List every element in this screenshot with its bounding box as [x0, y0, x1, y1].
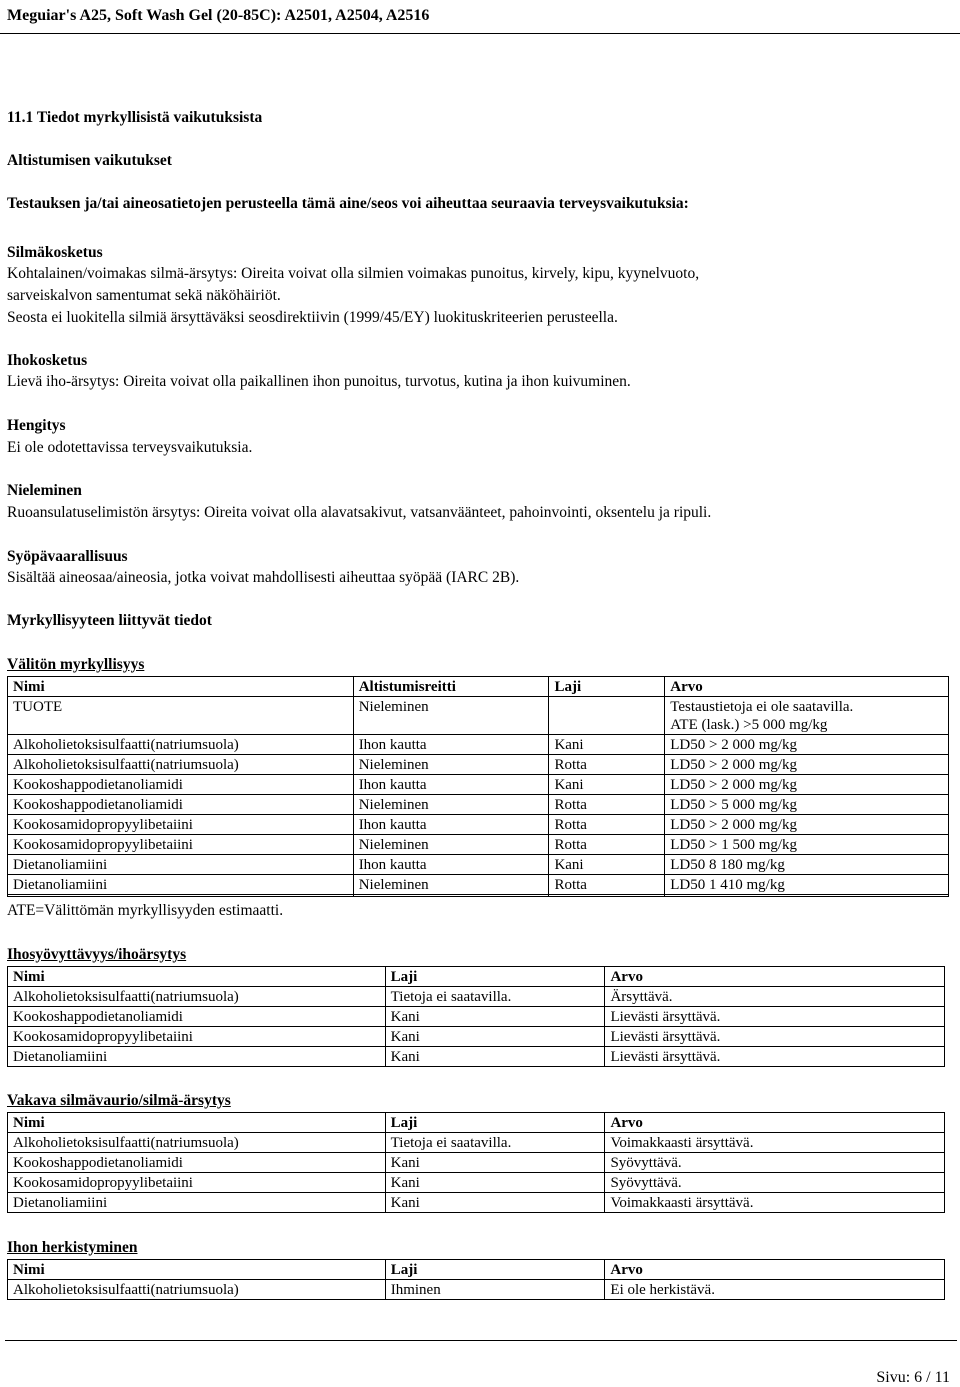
- cell-route: [353, 895, 549, 897]
- cell-value: Syövyttävä.: [605, 1173, 945, 1193]
- cell-species: Rotta: [549, 815, 665, 835]
- cell-value: Lievästi ärsyttävä.: [605, 1027, 945, 1047]
- cell-value: LD50 > 1 500 mg/kg: [665, 835, 949, 855]
- ate-note: ATE=Välittömän myrkyllisyyden estimaatti.: [7, 902, 284, 919]
- column-header-name: Nimi: [8, 1113, 386, 1133]
- cell-species: Kani: [385, 1007, 605, 1027]
- cell-route: Ihon kautta: [353, 815, 549, 835]
- eye-contact-text-1: Kohtalainen/voimakas silmä-ärsytys: Oireita voivat olla silmien voimakas punoitus, kirvely, kipu, kyynelvuoto,: [7, 265, 700, 282]
- cell-name: Dietanoliamiini: [8, 1047, 386, 1067]
- cell-species: Rotta: [549, 755, 665, 775]
- cell-species: Kani: [385, 1173, 605, 1193]
- cell-value: [665, 895, 949, 897]
- cell-route: Nieleminen: [353, 755, 549, 775]
- cell-species: Tietoja ei saatavilla.: [385, 987, 605, 1007]
- cell-species: Kani: [549, 855, 665, 875]
- cell-name: TUOTE: [8, 697, 354, 735]
- sensitization-heading: Ihon herkistyminen: [7, 1239, 138, 1256]
- skin-contact-text: Lievä iho-ärsytys: Oireita voivat olla paikallinen ihon punoitus, turvotus, kutina ja ihon kuivuminen.: [7, 373, 631, 390]
- inhalation-heading: Hengitys: [7, 417, 66, 434]
- eye-damage-heading: Vakava silmävaurio/silmä-ärsytys: [7, 1092, 231, 1109]
- column-header-value: Arvo: [605, 1113, 945, 1133]
- cell-value: LD50 > 5 000 mg/kg: [665, 795, 949, 815]
- cell-route: Nieleminen: [353, 875, 549, 895]
- skin-corrosion-table: [7, 966, 945, 1067]
- cell-value: Ärsyttävä.: [605, 987, 945, 1007]
- eye-damage-table: [7, 1112, 945, 1213]
- cell-species: Kani: [385, 1193, 605, 1213]
- cell-name: Kookoshappodietanoliamidi: [8, 775, 354, 795]
- document-title: Meguiar's A25, Soft Wash Gel (20-85C): A2501, A2504, A2516: [7, 7, 430, 24]
- cell-value: Syövyttävä.: [605, 1153, 945, 1173]
- table-row: [8, 875, 949, 895]
- cell-species: Ihminen: [385, 1280, 605, 1300]
- cell-value: LD50 > 2 000 mg/kg: [665, 815, 949, 835]
- table-row: [8, 835, 949, 855]
- cell-species: Kani: [385, 1047, 605, 1067]
- table-row: [8, 755, 949, 775]
- table-header-row: [8, 1260, 945, 1280]
- acute-toxicity-heading: Välitön myrkyllisyys: [7, 656, 145, 673]
- page-header: [0, 0, 960, 34]
- acute-toxicity-table: [7, 676, 949, 897]
- table-row: [8, 815, 949, 835]
- cell-name: Dietanoliamiini: [8, 1193, 386, 1213]
- cell-species: [549, 895, 665, 897]
- cell-value: Lievästi ärsyttävä.: [605, 1007, 945, 1027]
- cell-name: Alkoholietoksisulfaatti(natriumsuola): [8, 755, 354, 775]
- table-row: [8, 1173, 945, 1193]
- cell-route: Nieleminen: [353, 835, 549, 855]
- table-row: [8, 697, 949, 735]
- section-title: 11.1 Tiedot myrkyllisistä vaikutuksista: [7, 109, 263, 126]
- cell-value: Voimakkaasti ärsyttävä.: [605, 1133, 945, 1153]
- cell-name: [8, 895, 354, 897]
- eye-contact-text-2: sarveiskalvon samentumat sekä näköhäiriöt.: [7, 287, 281, 304]
- exposure-heading: Altistumisen vaikutukset: [7, 152, 172, 169]
- table-row: [8, 1193, 945, 1213]
- column-header-species: Laji: [385, 1260, 605, 1280]
- cell-value: LD50 8 180 mg/kg: [665, 855, 949, 875]
- cell-species: Kani: [549, 775, 665, 795]
- cell-name: Kookosamidopropyylibetaiini: [8, 815, 354, 835]
- cell-name: Kookosamidopropyylibetaiini: [8, 835, 354, 855]
- cell-name: Dietanoliamiini: [8, 855, 354, 875]
- skin-corrosion-heading: Ihosyövyttävyys/ihoärsytys: [7, 946, 187, 963]
- cell-route: Ihon kautta: [353, 735, 549, 755]
- cell-species: Rotta: [549, 835, 665, 855]
- skin-contact-heading: Ihokosketus: [7, 352, 88, 369]
- column-header-species: Laji: [385, 967, 605, 987]
- cell-value: [665, 697, 949, 735]
- table-row: [8, 895, 949, 897]
- cell-name: Alkoholietoksisulfaatti(natriumsuola): [8, 1280, 386, 1300]
- eye-contact-heading: Silmäkosketus: [7, 244, 103, 261]
- cell-name: Kookoshappodietanoliamidi: [8, 1153, 386, 1173]
- table-row: [8, 987, 945, 1007]
- column-header-name: Nimi: [8, 967, 386, 987]
- cell-value-line: ATE (lask.) >5 000 mg/kg: [670, 717, 828, 733]
- footer-divider: [5, 1340, 957, 1341]
- cell-name: Dietanoliamiini: [8, 875, 354, 895]
- carcinogenicity-text: Sisältää aineosaa/aineosia, jotka voivat mahdollisesti aiheuttaa syöpää (IARC 2B).: [7, 569, 520, 586]
- cell-value: Ei ole herkistävä.: [605, 1280, 945, 1300]
- table-row: [8, 1027, 945, 1047]
- cell-species: Kani: [549, 735, 665, 755]
- cell-name: Kookosamidopropyylibetaiini: [8, 1173, 386, 1193]
- cell-route: Nieleminen: [353, 795, 549, 815]
- ingestion-heading: Nieleminen: [7, 482, 82, 499]
- page-number: Sivu: 6 / 11: [876, 1369, 950, 1386]
- table-row: [8, 735, 949, 755]
- cell-value: LD50 > 2 000 mg/kg: [665, 755, 949, 775]
- table-row: [8, 1133, 945, 1153]
- cell-name: Alkoholietoksisulfaatti(natriumsuola): [8, 1133, 386, 1153]
- column-header-species: Laji: [385, 1113, 605, 1133]
- cell-species: Rotta: [549, 875, 665, 895]
- cell-species: Kani: [385, 1027, 605, 1047]
- cell-species: Tietoja ei saatavilla.: [385, 1133, 605, 1153]
- intro-text: Testauksen ja/tai aineosatietojen perusteella tämä aine/seos voi aiheuttaa seuraavia terveysvaikutuksia:: [7, 195, 689, 212]
- cell-value-line: Testaustietoja ei ole saatavilla.: [670, 699, 854, 715]
- table-row: [8, 855, 949, 875]
- ingestion-text: Ruoansulatuselimistön ärsytys: Oireita voivat olla alavatsakivut, vatsanväänteet, pahoinvointi, oksentelu ja ripuli.: [7, 504, 712, 521]
- sensitization-table: [7, 1259, 945, 1300]
- cell-species: Rotta: [549, 795, 665, 815]
- column-header-name: Nimi: [8, 1260, 386, 1280]
- eye-contact-text-3: Seosta ei luokitella silmiä ärsyttäväksi seosdirektiivin (1999/45/EY) luokituskriteerien perusteella.: [7, 309, 618, 326]
- toxicity-info-heading: Myrkyllisyyteen liittyvät tiedot: [7, 612, 212, 629]
- cell-species: Kani: [385, 1153, 605, 1173]
- cell-route: Ihon kautta: [353, 775, 549, 795]
- cell-value: LD50 > 2 000 mg/kg: [665, 735, 949, 755]
- column-header-species: Laji: [549, 677, 665, 697]
- cell-route: Nieleminen: [353, 697, 549, 735]
- cell-species: [549, 697, 665, 735]
- cell-name: Kookoshappodietanoliamidi: [8, 1007, 386, 1027]
- table-row: [8, 1153, 945, 1173]
- cell-name: Alkoholietoksisulfaatti(natriumsuola): [8, 987, 386, 1007]
- table-header-row: [8, 967, 945, 987]
- table-row: [8, 1047, 945, 1067]
- cell-route: Ihon kautta: [353, 855, 549, 875]
- table-row: [8, 1280, 945, 1300]
- table-row: [8, 1007, 945, 1027]
- table-header-row: [8, 1113, 945, 1133]
- column-header-value: Arvo: [665, 677, 949, 697]
- table-row: [8, 795, 949, 815]
- cell-value: LD50 > 2 000 mg/kg: [665, 775, 949, 795]
- carcinogenicity-heading: Syöpävaarallisuus: [7, 548, 128, 565]
- inhalation-text: Ei ole odotettavissa terveysvaikutuksia.: [7, 439, 253, 456]
- column-header-value: Arvo: [605, 1260, 945, 1280]
- cell-value: LD50 1 410 mg/kg: [665, 875, 949, 895]
- cell-value: Lievästi ärsyttävä.: [605, 1047, 945, 1067]
- column-header-route: Altistumisreitti: [353, 677, 549, 697]
- cell-name: Kookoshappodietanoliamidi: [8, 795, 354, 815]
- cell-value: Voimakkaasti ärsyttävä.: [605, 1193, 945, 1213]
- table-header-row: [8, 677, 949, 697]
- column-header-name: Nimi: [8, 677, 354, 697]
- cell-name: Kookosamidopropyylibetaiini: [8, 1027, 386, 1047]
- column-header-value: Arvo: [605, 967, 945, 987]
- cell-name: Alkoholietoksisulfaatti(natriumsuola): [8, 735, 354, 755]
- table-row: [8, 775, 949, 795]
